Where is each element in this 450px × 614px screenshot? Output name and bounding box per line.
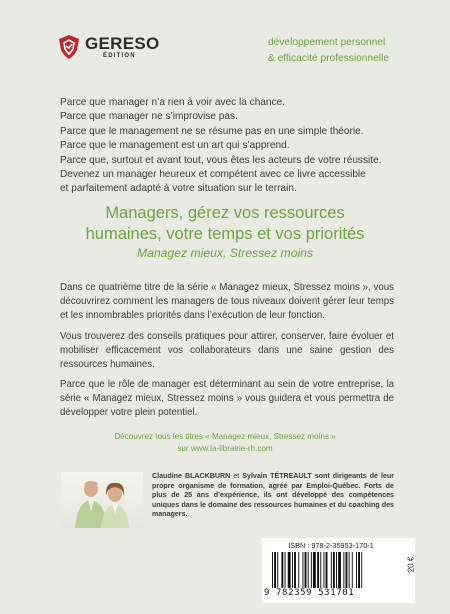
body-paragraph-2: Vous trouverez des conseils pratiques pour attirer, conserver, faire évoluer et mobiliser efficacement vos collaborateurs dans une saine gestion des ressources humaines.	[60, 331, 394, 370]
discover-website-link[interactable]: sur www.la-librairie-rh.com	[177, 444, 273, 454]
tagline-line-2: & efficacité professionnelle	[268, 53, 390, 64]
body-paragraph-3: Parce que le rôle de manager est déterminant au sein de votre entreprise, la série « Managez mieux, Stressez moins » vous guidera et vous permettra de développer votre plein potentiel.	[60, 379, 394, 418]
shield-logo-icon	[58, 34, 80, 60]
intro-line: Parce que manager ne s’improvise pas.	[60, 111, 238, 123]
intro-line: Parce que manager n’a rien à voir avec la chance.	[60, 97, 285, 108]
barcode-box	[262, 538, 415, 603]
discover-line-1: Découvrez tous les titres « Managez mieux, Stressez moins »	[114, 432, 336, 441]
logo-name: GERESO	[85, 33, 160, 53]
barcode-icon	[272, 552, 396, 588]
publisher-logo	[58, 34, 160, 60]
isbn-number: ISBN : 978-2-35953-170-1	[288, 541, 374, 550]
intro-line: Parce que, surtout et avant tout, vous êtes les acteurs de votre réussite.	[60, 154, 382, 166]
author-name-1: Claudine BLACKBURN	[152, 472, 231, 480]
barcode-digits: 9 782359 531701	[264, 588, 355, 598]
authors-bio	[152, 472, 394, 520]
intro-line: Parce que le management ne se résume pas en une simple théorie.	[60, 125, 364, 137]
title-line-2: humaines, votre temps et vos priorités	[85, 225, 365, 243]
collection-tagline	[268, 35, 389, 67]
intro-line: et parfaitement adapté à votre situation sur le terrain.	[60, 183, 297, 195]
body-paragraph-1: Dans ce quatrième titre de la série « Managez mieux, Stressez moins », vous découvrirez comment les managers de tous niveaux doivent gérer leur temps et les innombrables priorités dans l’exécution de leur fonction.	[60, 282, 394, 321]
discover-series	[0, 431, 450, 456]
authors-description: sont dirigeants de leur propre organisme de formation, agréé par Emploi-Québec. Forts de plus de 25 ans d’expérience, ils ont développé des compétences uniques dans le domaine des ressources humaines et du coaching des managers.	[152, 472, 395, 519]
tagline-line-1: développement personnel	[268, 37, 386, 48]
intro-line: Devenez un manager heureux et compétent avec ce livre accessible	[60, 169, 366, 181]
authors-photo	[61, 472, 143, 528]
series-subtitle: Managez mieux, Stressez moins	[136, 246, 314, 260]
title-line-1: Managers, gérez vos ressources	[105, 204, 345, 222]
price: 20 €	[406, 556, 416, 573]
author-conjunction: et	[230, 472, 243, 480]
intro-line: Parce que le management est un art qui s’apprend.	[60, 140, 290, 152]
logo-subtitle: ÉDITION	[103, 52, 136, 59]
author-name-2: Sylvain TÉTREAULT	[242, 472, 312, 480]
book-title	[0, 203, 450, 245]
intro-text	[60, 96, 410, 197]
